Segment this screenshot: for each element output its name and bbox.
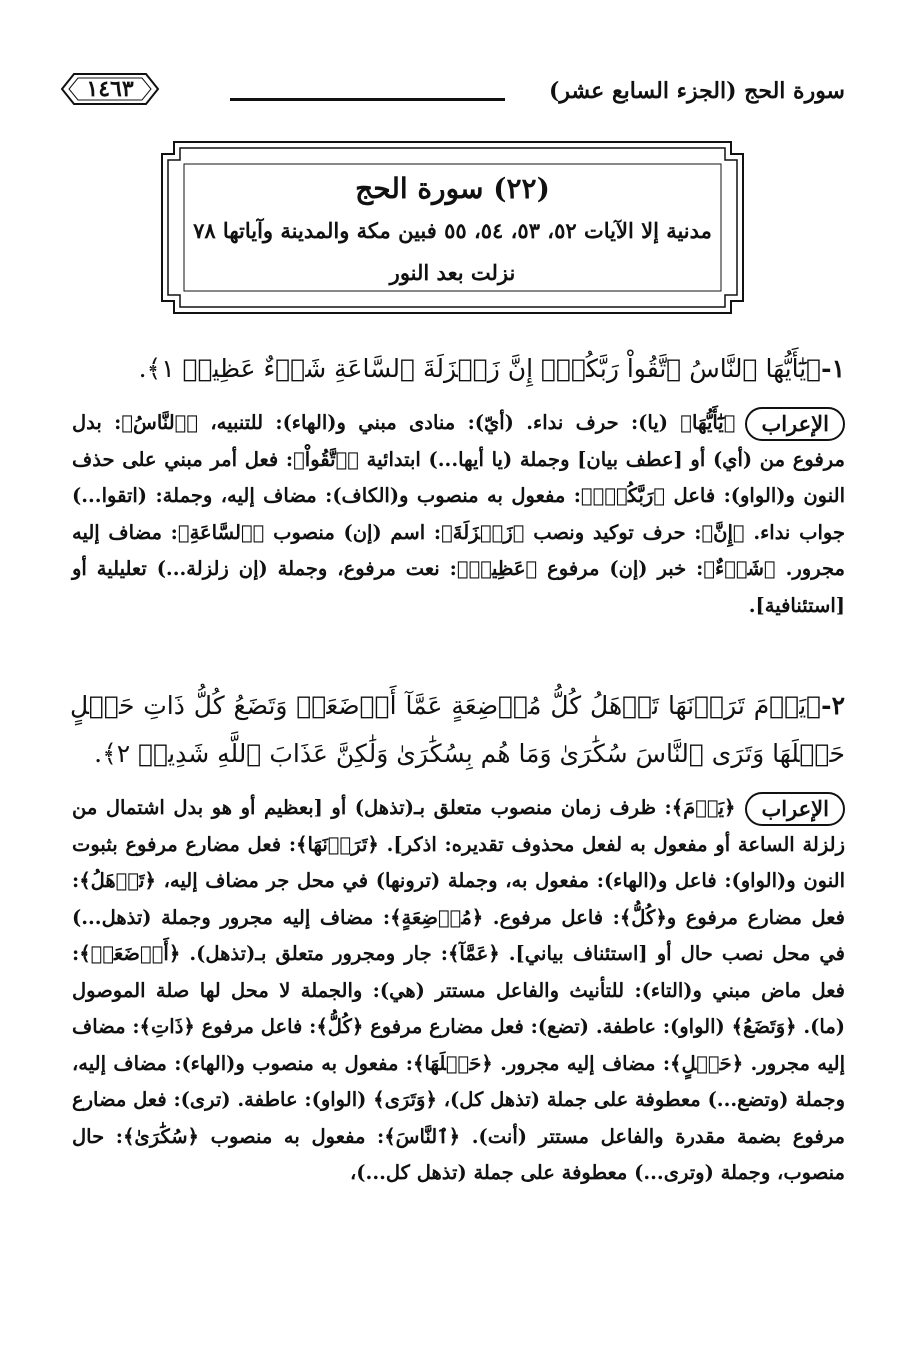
header-rule: [230, 98, 505, 101]
verse-text: ﴿يَوۡمَ تَرَوۡنَهَا تَذۡهَلُ كُلُّ مُرۡضِعَةٍ عَمَّآ أَرۡضَعَتۡ وَتَضَعُ كُلُّ ذَاتِ حَمۡلٍ حَمۡلَهَا وَتَرَى ٱلنَّاسَ سُكَٰرَىٰ وَمَا هُم بِسُكَٰرَىٰ وَلَٰكِنَّ عَذَابَ ٱللَّهِ شَدِيدٞ ٢﴾.: [70, 691, 845, 768]
irab-label-badge: الإعراب: [745, 407, 845, 441]
surah-title: (٢٢) سورة الحج: [355, 172, 550, 205]
verse-number: ٢-: [821, 691, 845, 720]
irab-text: ﴿يَوۡمَ﴾: ظرف زمان منصوب متعلق بـ(تذهل) أو [بعظيم أو هو بدل اشتمال من زلزلة الساعة أو مفعول به لفعل محذوف تقديره: اذكر]. ﴿تَرَوۡنَهَا﴾: فعل مضارع مرفوع بثبوت النون و(الواو): فاعل و(الهاء): مفعول به، وجملة (ترونها) في محل جر مضاف إليه، ﴿تَذۡهَلُ﴾: فعل مضارع مرفوع و﴿كُلُّ﴾: فاعل مرفوع. ﴿مُرۡضِعَةٍ﴾: مضاف إليه مجرور وجملة (تذهل...) في محل نصب حال أو [استئناف بياني]. ﴿عَمَّآ﴾: جار ومجرور متعلق بـ(تذهل). ﴿أَرۡضَعَتۡ﴾: فعل ماض مبني و(التاء): للتأنيث والفاعل مستتر (هي): والجملة لا محل لها صلة الموصول (ما). ﴿وَتَضَعُ﴾ (الواو): عاطفة. (تضع): فعل مضارع مرفوع ﴿كُلُّ﴾: فاعل مرفوع ﴿ذَاتِ﴾: مضاف إليه مجرور. ﴿حَمۡلٍ﴾: مضاف إليه مجرور. ﴿حَمۡلَهَا﴾: مفعول به منصوب و(الهاء): مضاف إليه، وجملة (وتضع...) معطوفة على جملة (تذهل كل)، ﴿وَتَرَى﴾ (الواو): عاطفة. (ترى): فعل مضارع مرفوع بضمة مقدرة والفاعل مستتر (أنت). ﴿ٱلنَّاسَ﴾: مفعول به منصوب ﴿سُكَٰرَىٰ﴾: حال منصوب، وجملة (وترى...) معطوفة على جملة (تذهل كل...)،: [72, 796, 845, 1184]
irab-text: ﴿يَٰٓأَيُّهَا﴾ (يا): حرف نداء. (أيّ): منادى مبني و(الهاء): للتنبيه، ﴿ٱلنَّاسُ﴾: بدل مرفوع من (أي) أو [عطف بيان] وجملة (يا أيها...) ابتدائية ﴿ٱتَّقُواْ﴾: فعل أمر مبني على حذف النون و(الواو): فاعل ﴿رَبَّكُمۡۚ﴾: مفعول به منصوب و(الكاف): مضاف إليه، وجملة: (اتقوا...) جواب نداء. ﴿إِنَّ﴾: حرف توكيد ونصب ﴿زَلۡزَلَةَ﴾: اسم (إن) منصوب ﴿ٱلسَّاعَةِ﴾: مضاف إليه مجرور. ﴿شَيۡءٌ﴾: خبر (إن) مرفوع ﴿عَظِيمٞ﴾: نعت مرفوع، وجملة (إن زلزلة...) تعليلية أو [استئنافية].: [72, 411, 845, 617]
page-number-value: ١٤٦٣: [86, 76, 134, 102]
verse-text: ﴿يَٰٓأَيُّهَا ٱلنَّاسُ ٱتَّقُواْ رَبَّكُمۡۚ إِنَّ زَلۡزَلَةَ ٱلسَّاعَةِ شَيۡءٌ عَظِيمٞ ١﴾.: [138, 354, 822, 383]
irab-label-badge: الإعراب: [745, 792, 845, 826]
irab-block-2: [72, 790, 845, 1305]
verse-1: [70, 345, 845, 393]
verse-number: ١-: [821, 354, 845, 383]
header-title: سورة الحج (الجزء السابع عشر): [549, 78, 845, 104]
irab-block-1: [72, 405, 845, 675]
running-header: [60, 70, 845, 110]
verse-2: [70, 682, 845, 778]
page-number: [60, 70, 160, 108]
surah-header-box: [160, 140, 745, 315]
surah-info: مدنية إلا الآيات ٥٢، ٥٣، ٥٤، ٥٥ فبين مكة والمدينة وآياتها ٧٨: [193, 218, 712, 243]
surah-revealed-after: نزلت بعد النور: [389, 260, 516, 285]
